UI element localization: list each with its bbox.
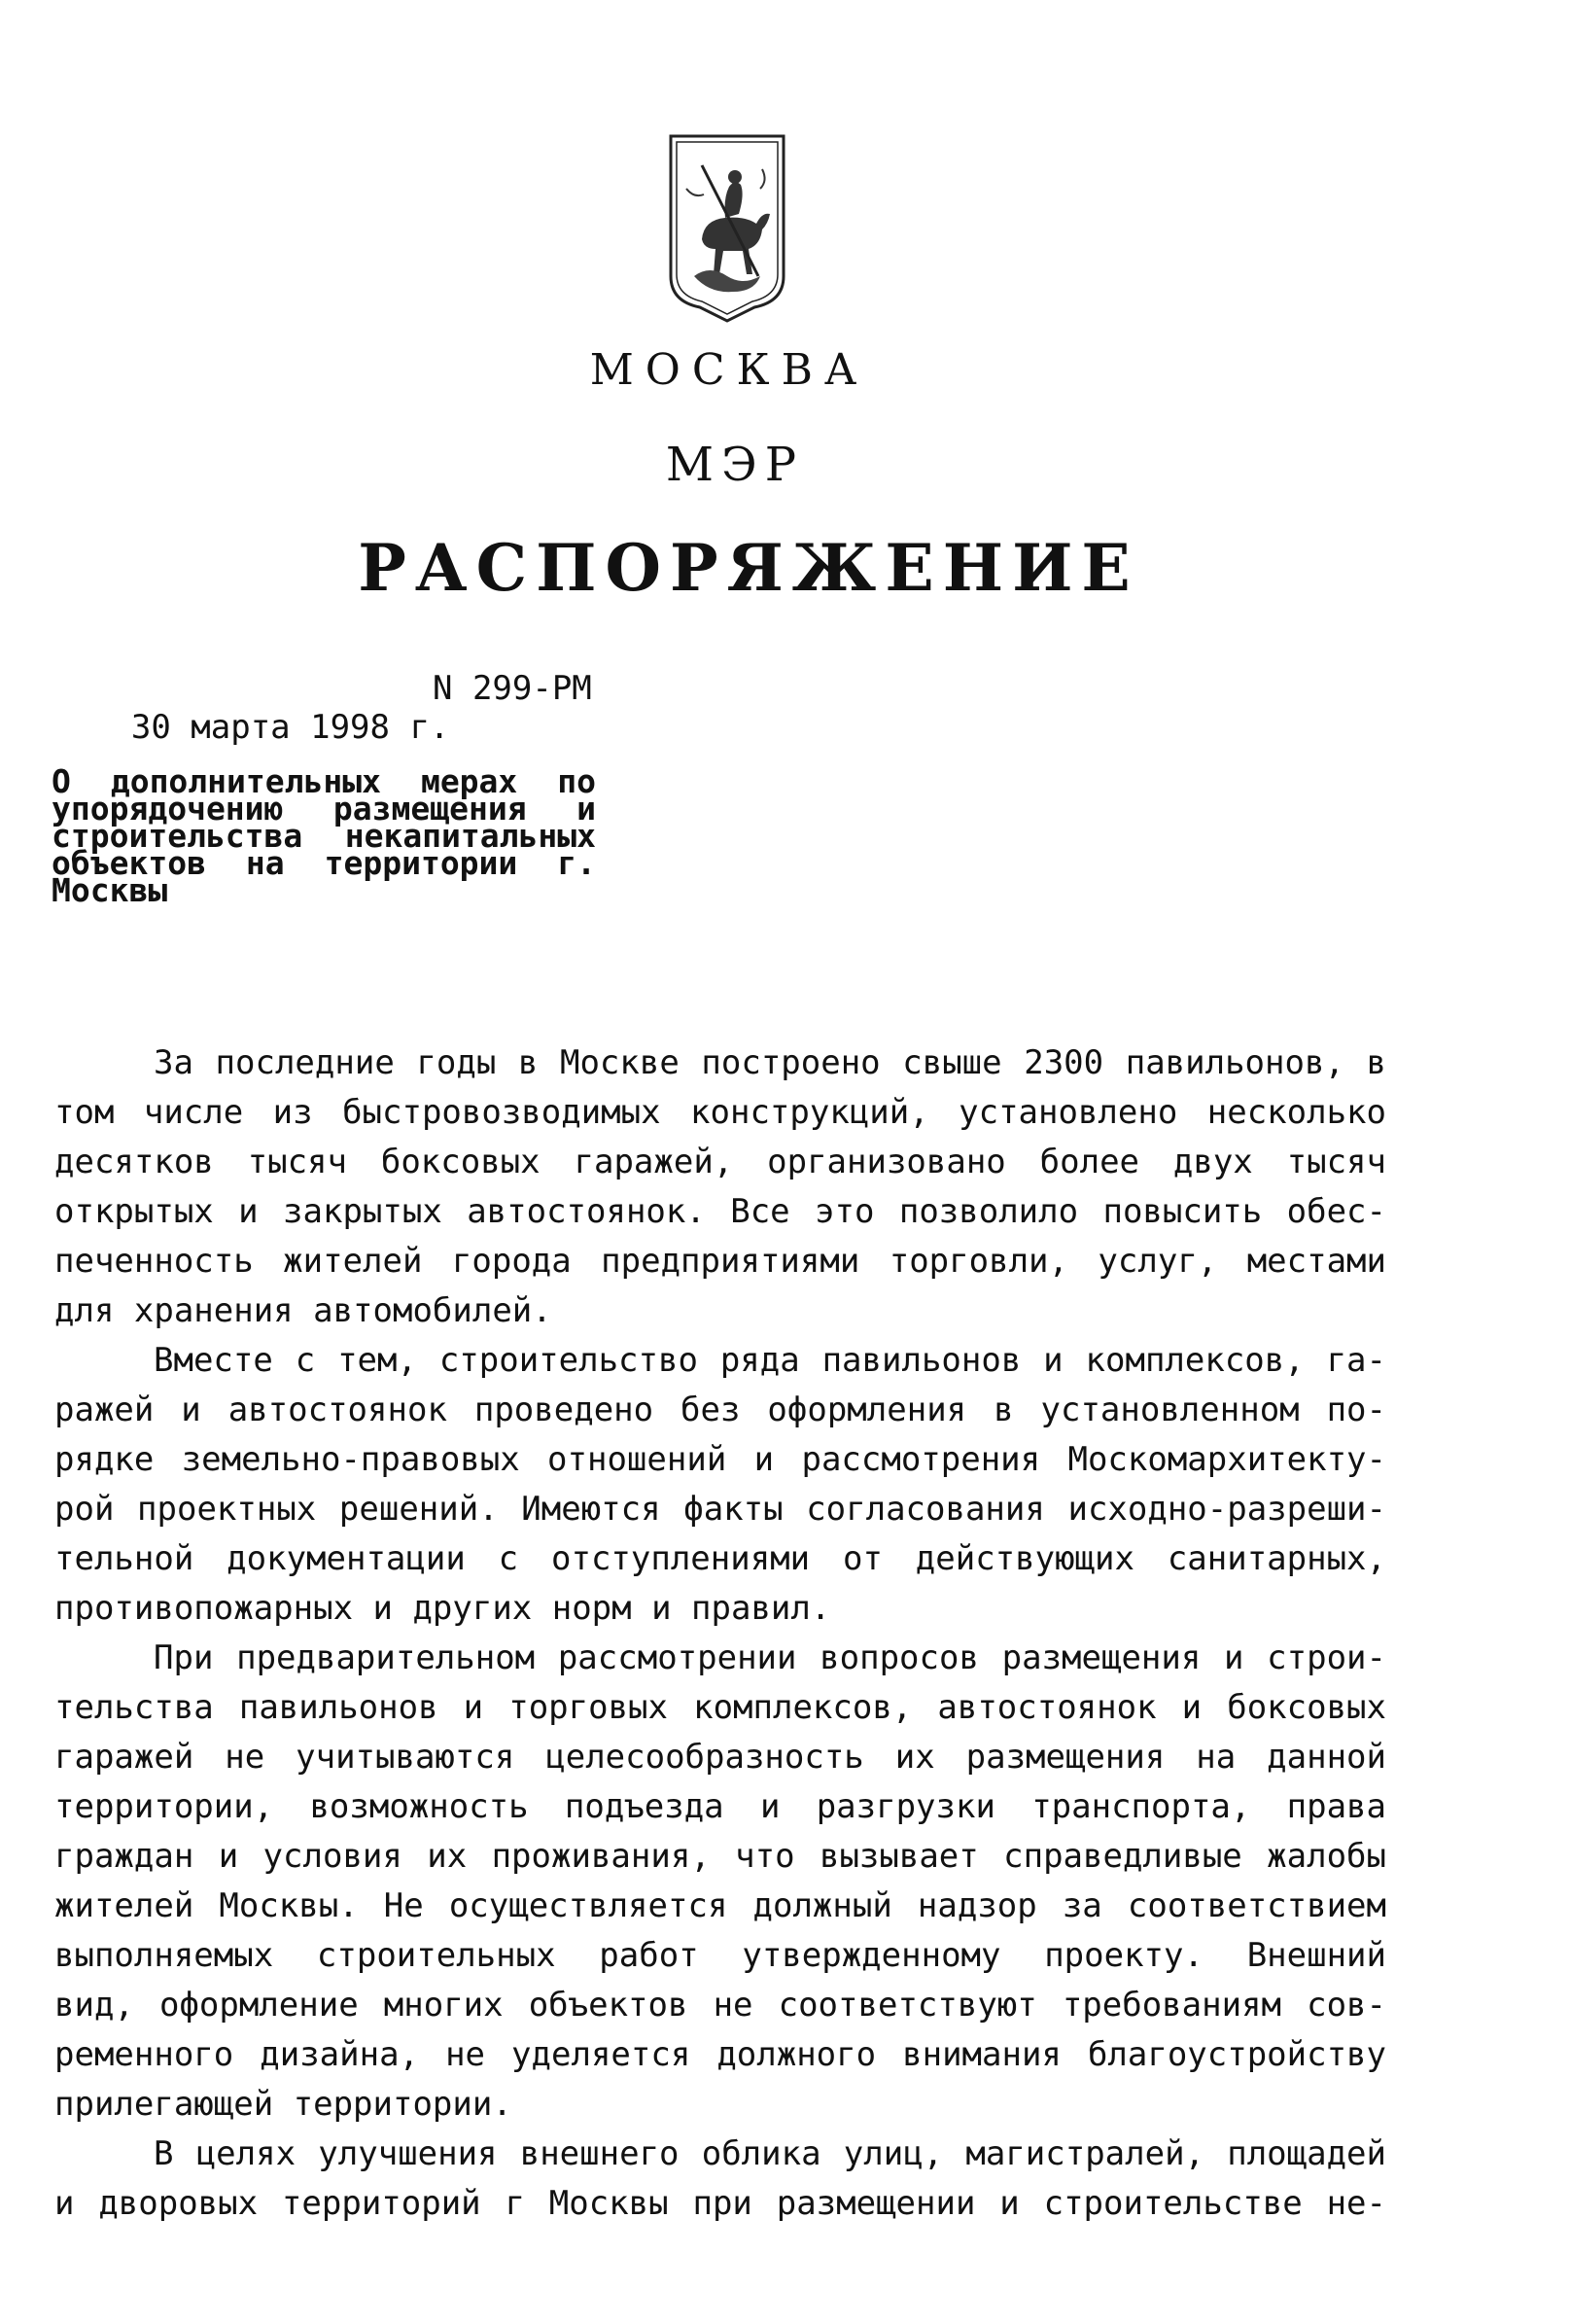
body-line: жителей Москвы. Не осуществляется должный надзор за соответствием <box>54 1886 1386 1925</box>
subject-line: строительства некапитальных <box>52 817 596 855</box>
body-line: В целях улучшения внешнего облика улиц, магистралей, площадей <box>154 2134 1386 2173</box>
body-line: десятков тысяч боксовых гаражей, организовано более двух тысяч <box>54 1143 1386 1181</box>
city-heading: МОСКВА <box>589 345 869 395</box>
document-number: N 299-РМ <box>433 669 592 708</box>
document-subject <box>52 762 596 909</box>
subject-line: объектов на территории г. <box>52 844 596 882</box>
body-line: гаражей не учитываются целесообразность их размещения на данной <box>54 1738 1386 1777</box>
moscow-coat-of-arms-icon <box>665 130 789 325</box>
body-line: рой проектных решений. Имеются факты согласования исходно-разреши- <box>54 1490 1386 1529</box>
document-date: 30 марта 1998 г. <box>130 708 450 747</box>
body-line: При предварительном рассмотрении вопросов размещения и строи- <box>154 1638 1386 1677</box>
body-line: Вместе с тем, строительство ряда павильонов и комплексов, га- <box>154 1341 1386 1380</box>
subject-line: Москвы <box>52 871 168 909</box>
body-line: печенность жителей города предприятиями торговли, услуг, местами <box>54 1242 1386 1281</box>
subject-line: упорядочению размещения и <box>52 790 596 827</box>
body-line: открытых и закрытых автостоянок. Все это позволило повысить обес- <box>54 1192 1386 1231</box>
body-line: том числе из быстровозводимых конструкций, установлено несколько <box>54 1093 1386 1132</box>
body-line: рядке земельно-правовых отношений и рассмотрения Москомархитекту- <box>54 1440 1386 1479</box>
body-line: противопожарных и других норм и правил. <box>54 1589 831 1628</box>
document-type-title: РАСПОРЯЖЕНИЕ <box>358 530 1139 606</box>
body-line: ражей и автостоянок проведено без оформления в установленном по- <box>54 1391 1386 1429</box>
body-line: граждан и условия их проживания, что вызывает справедливые жалобы <box>54 1837 1386 1876</box>
body-line: территории, возможность подъезда и разгрузки транспорта, права <box>54 1787 1386 1826</box>
body-line: вид, оформление многих объектов не соответствуют требованиям сов- <box>54 1986 1386 2025</box>
body-line: За последние годы в Москве построено свыше 2300 павильонов, в <box>154 1043 1386 1082</box>
body-line: ременного дизайна, не уделяется должного внимания благоустройству <box>54 2035 1386 2074</box>
subject-line: О дополнительных мерах по <box>52 762 596 800</box>
body-line: прилегающей территории. <box>54 2085 512 2124</box>
document-body <box>54 1039 1386 2229</box>
body-line: тельства павильонов и торговых комплексов, автостоянок и боксовых <box>54 1688 1386 1727</box>
body-line: тельной документации с отступлениями от действующих санитарных, <box>54 1539 1386 1578</box>
office-heading: МЭР <box>665 438 805 492</box>
body-line: выполняемых строительных работ утвержденному проекту. Внешний <box>54 1936 1386 1975</box>
body-line: для хранения автомобилей. <box>54 1291 552 1330</box>
body-line: и дворовых территорий г Москвы при размещении и строительстве не- <box>54 2184 1386 2223</box>
